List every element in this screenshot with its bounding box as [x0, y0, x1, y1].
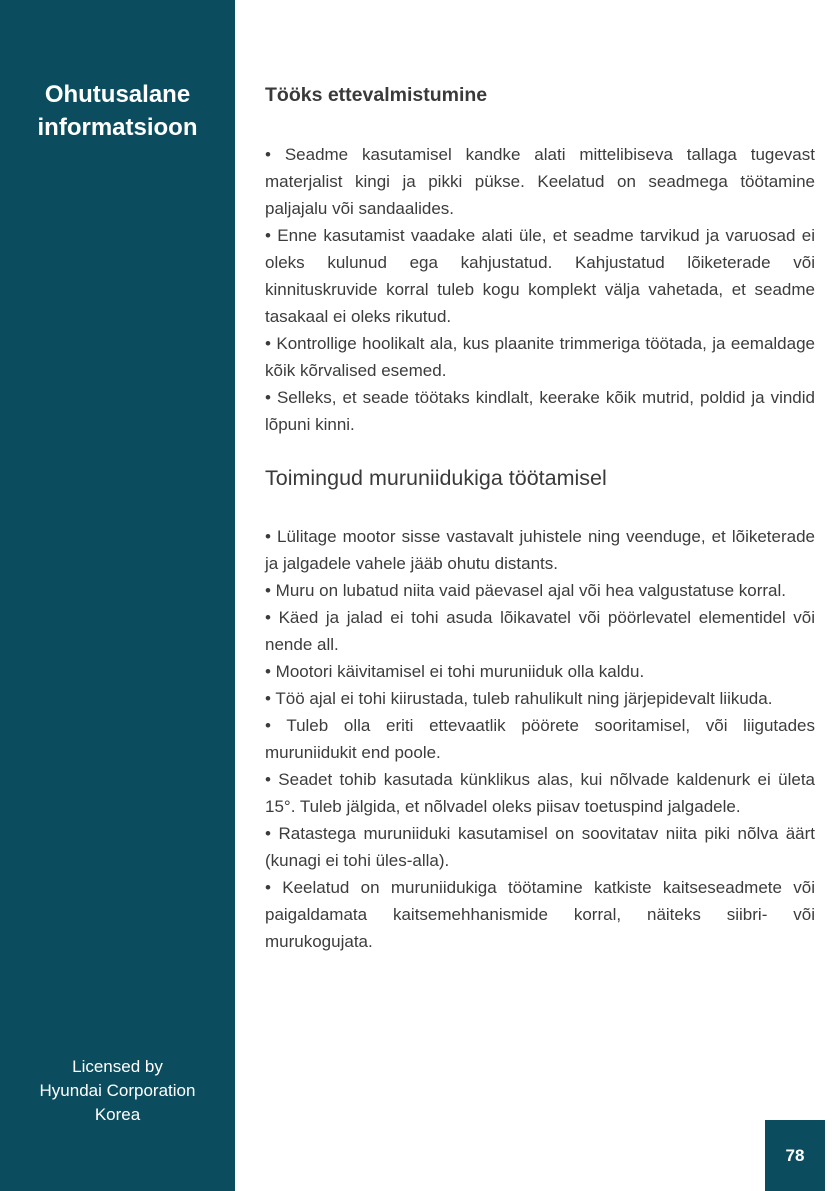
- license-note-line-3: Korea: [94, 1105, 141, 1124]
- page-number: 78: [785, 1145, 805, 1165]
- sidebar-title-line-2: informatsioon: [37, 114, 198, 141]
- bullet-item: • Lülitage mootor sisse vastavalt juhistele ning veenduge, et lõiketerade ja jalgadele vahele jääb ohutu distants.: [265, 527, 815, 573]
- bullet-item: • Seadet tohib kasutada künklikus alas, kui nõlvade kaldenurk ei ületa 15°. Tuleb jälgida, et nõlvadel oleks piisav toetuspind jalgadele.: [265, 770, 815, 816]
- bullet-item: • Selleks, et seade töötaks kindlalt, keerake kõik mutrid, poldid ja vindid lõpuni kinni.: [265, 388, 815, 434]
- bullet-item: • Töö ajal ei tohi kiirustada, tuleb rahulikult ning järjepidevalt liikuda.: [265, 689, 773, 708]
- bullet-item: • Muru on lubatud niita vaid päevasel ajal või hea valgustatuse korral.: [265, 581, 786, 600]
- sidebar: [0, 0, 235, 1191]
- section-heading: Tööks ettevalmistumine: [265, 84, 488, 106]
- bullet-item: • Enne kasutamist vaadake alati üle, et seadme tarvikud ja varuosad ei oleks kulunud ega kahjustatud. Kahjustatud lõiketerade või kinnituskruvide korral tuleb kogu komplekt välja vahetada, et seadme tasakaal ei oleks rikutud.: [265, 226, 815, 326]
- section-mower-operation: [265, 466, 815, 955]
- section-heading: Toimingud muruniidukiga töötamisel: [265, 466, 607, 490]
- bullet-item: • Ratastega muruniiduki kasutamisel on soovitatav niita piki nõlva äärt (kunagi ei tohi üles-alla).: [265, 824, 815, 870]
- main-content: [265, 84, 815, 955]
- license-note: [0, 1055, 235, 1127]
- bullet-item: • Keelatud on muruniidukiga töötamine katkiste kaitseseadmete või paigaldamata kaitsemehhanismide korral, näiteks siibri- või murukogujata.: [265, 878, 815, 951]
- bullet-item: • Mootori käivitamisel ei tohi muruniiduk olla kaldu.: [265, 662, 645, 681]
- section-preparation: [265, 84, 815, 438]
- sidebar-title-line-1: Ohutusalane: [44, 81, 191, 108]
- bullet-item: • Kontrollige hoolikalt ala, kus plaanite trimmeriga töötada, ja eemaldage kõik kõrvalised esemed.: [265, 334, 815, 380]
- bullet-item: • Käed ja jalad ei tohi asuda lõikavatel või pöörlevatel elementidel või nende all.: [265, 608, 815, 654]
- license-note-line-2: Hyundai Corporation: [39, 1081, 196, 1100]
- sidebar-title: [0, 78, 235, 144]
- license-note-line-1: Licensed by: [72, 1057, 163, 1076]
- page-number-badge: [765, 1120, 825, 1191]
- bullet-item: • Tuleb olla eriti ettevaatlik pöörete sooritamisel, või liigutades muruniidukit end poole.: [265, 716, 815, 762]
- bullet-item: • Seadme kasutamisel kandke alati mittelibiseva tallaga tugevast materjalist kingi ja pikki pükse. Keelatud on seadmega töötamine paljajalu või sandaalides.: [265, 145, 815, 218]
